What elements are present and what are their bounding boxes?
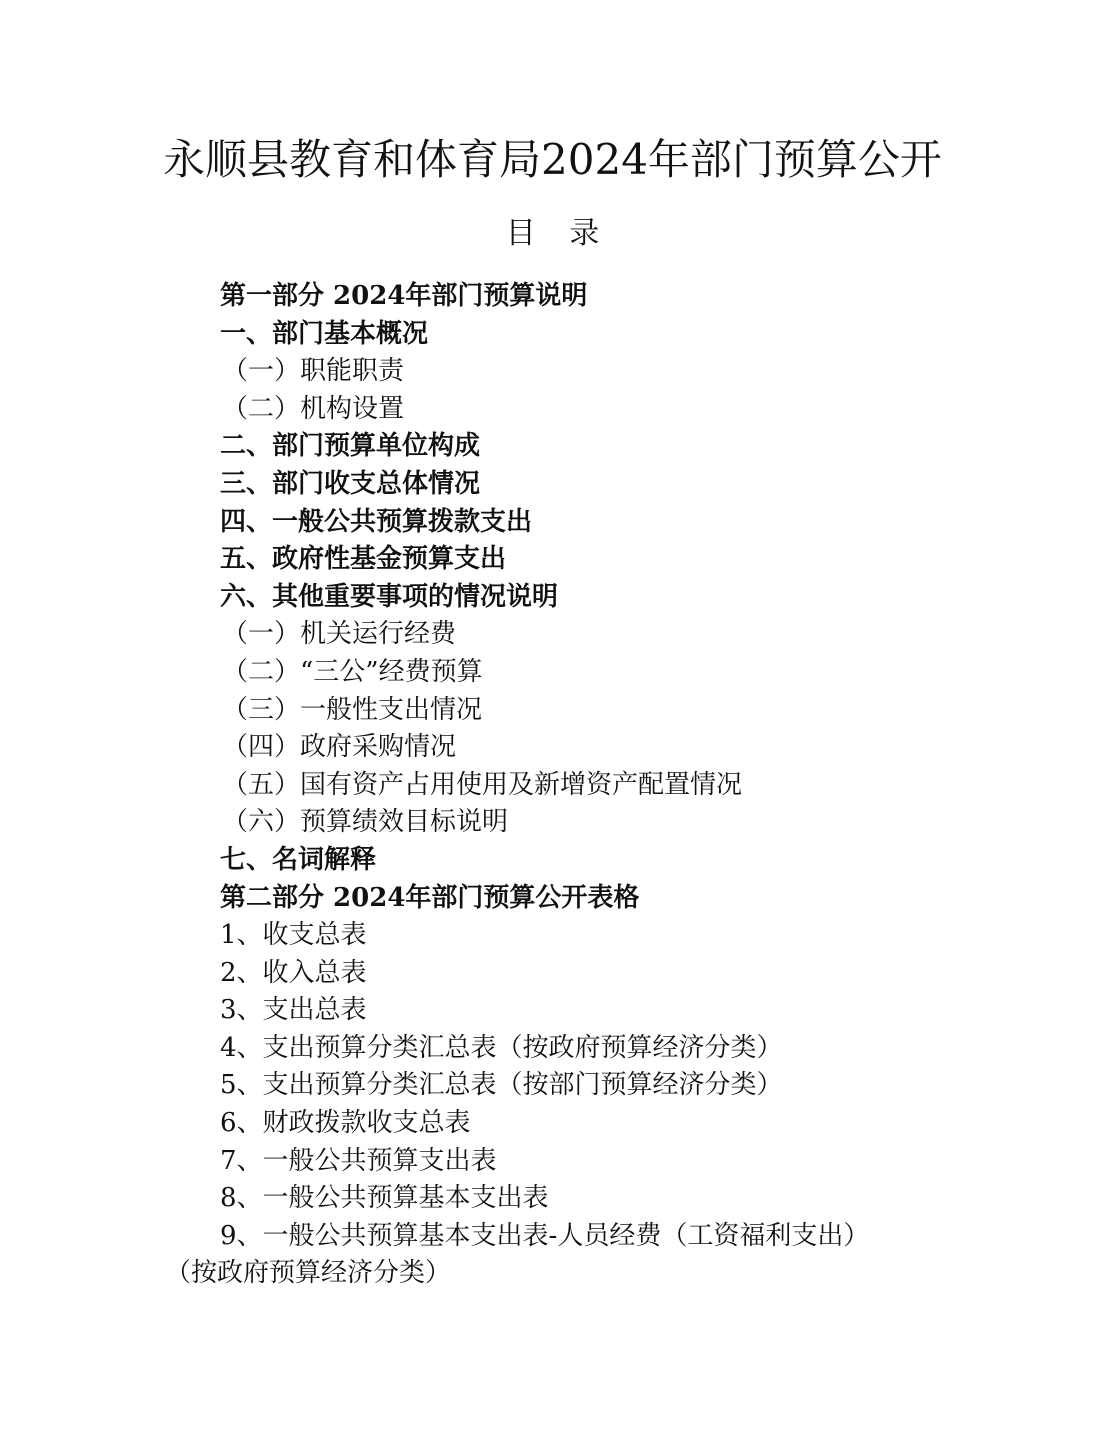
toc-section-6: 六、其他重要事项的情况说明 (220, 581, 559, 612)
toc-table-item: 2、收入总表 (220, 957, 367, 988)
toc-table-item: 4、支出预算分类汇总表（按政府预算经济分类） (220, 1032, 783, 1063)
toc-subsection: （六）预算绩效目标说明 (222, 807, 509, 838)
toc-table-item: 5、支出预算分类汇总表（按部门预算经济分类） (220, 1070, 783, 1101)
toc-section-5: 五、政府性基金预算支出 (220, 544, 507, 575)
toc-part-2: 第二部分 2024年部门预算公开表格 (220, 882, 640, 913)
toc-subsection: （二）“三公”经费预算 (222, 656, 483, 687)
toc-subsection: （一）机关运行经费 (222, 619, 457, 650)
toc-subsection: （二）机构设置 (222, 393, 405, 424)
page-title: 永顺县教育和体育局2024年部门预算公开 (163, 135, 942, 184)
toc-subsection: （四）政府采购情况 (222, 732, 457, 763)
toc-section-4: 四、一般公共预算拨款支出 (220, 506, 533, 537)
toc-subsection: （一）职能职责 (222, 356, 405, 387)
toc-table-item: 7、一般公共预算支出表 (220, 1145, 497, 1176)
toc-table-item: 8、一般公共预算基本支出表 (220, 1183, 549, 1214)
toc-heading: 目 录 (505, 216, 612, 251)
toc-section-2: 二、部门预算单位构成 (220, 431, 481, 462)
toc-table-item: 9、一般公共预算基本支出表-人员经费（工资福利支出） (220, 1220, 870, 1251)
toc-table-item: 6、财政拨款收支总表 (220, 1108, 471, 1139)
toc-table-item: 1、收支总表 (220, 920, 367, 951)
table-of-contents (0, 278, 1105, 1293)
toc-table-item-continuation: （按政府预算经济分类） (165, 1258, 452, 1289)
toc-section-7: 七、名词解释 (220, 844, 377, 875)
toc-subsection: （五）国有资产占用使用及新增资产配置情况 (222, 769, 743, 800)
toc-section-3: 三、部门收支总体情况 (220, 468, 481, 499)
toc-table-item: 3、支出总表 (220, 995, 367, 1026)
toc-section-1: 一、部门基本概况 (220, 318, 429, 349)
toc-part-1: 第一部分 2024年部门预算说明 (220, 281, 588, 311)
toc-subsection: （三）一般性支出情况 (222, 694, 483, 725)
